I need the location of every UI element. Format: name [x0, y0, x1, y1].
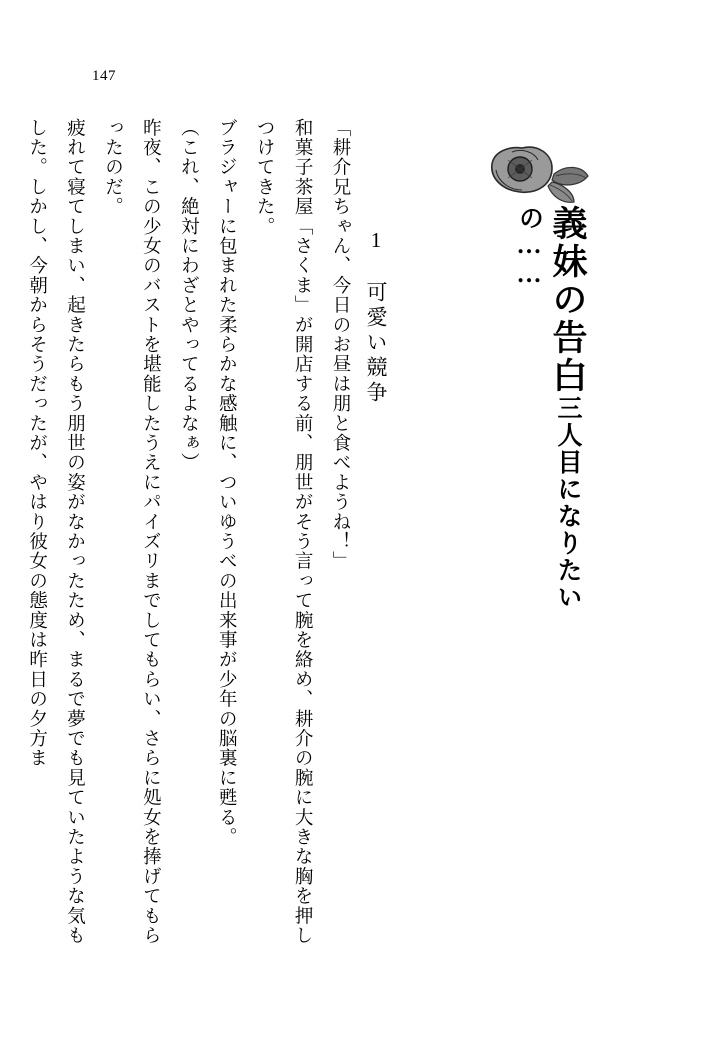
paragraph: 和菓子茶屋「さくま」が開店する前、朋世がそう言って腕を絡め、耕介の腕に大きな胸を押しつけてきた。	[254, 118, 313, 946]
paragraph: ブラジャーに包まれた柔らかな感触に、ついゆうべの出来事が少年の脳裏に甦る。	[216, 118, 237, 847]
chapter-title-main: 義妹の告白	[548, 205, 587, 395]
paragraph: 昨夜、この少女のバストを堪能したうえにパイズリまでしてもらい、さらに処女を捧げてもらったのだ。	[102, 118, 161, 946]
body-text	[26, 118, 358, 948]
paragraph: 疲れて寝てしまい、起きたらもう朋世の姿がなかったため、まるで夢でも見ていたような気もした。しかし、今朝からそうだったが、やはり彼女の態度は昨日の夕方ま	[26, 118, 85, 946]
chapter-subtitle: 三人目になりたいの……	[515, 205, 581, 611]
paragraph: 「耕介兄ちゃん、今日のお昼は朋と食べようね！」	[330, 118, 350, 572]
paragraph: （これ、絶対にわざとやってるよなぁ）	[178, 118, 199, 473]
page-number: 147	[92, 68, 116, 84]
chapter-title	[509, 205, 586, 685]
section-heading: 1 可愛い競争	[364, 228, 388, 406]
